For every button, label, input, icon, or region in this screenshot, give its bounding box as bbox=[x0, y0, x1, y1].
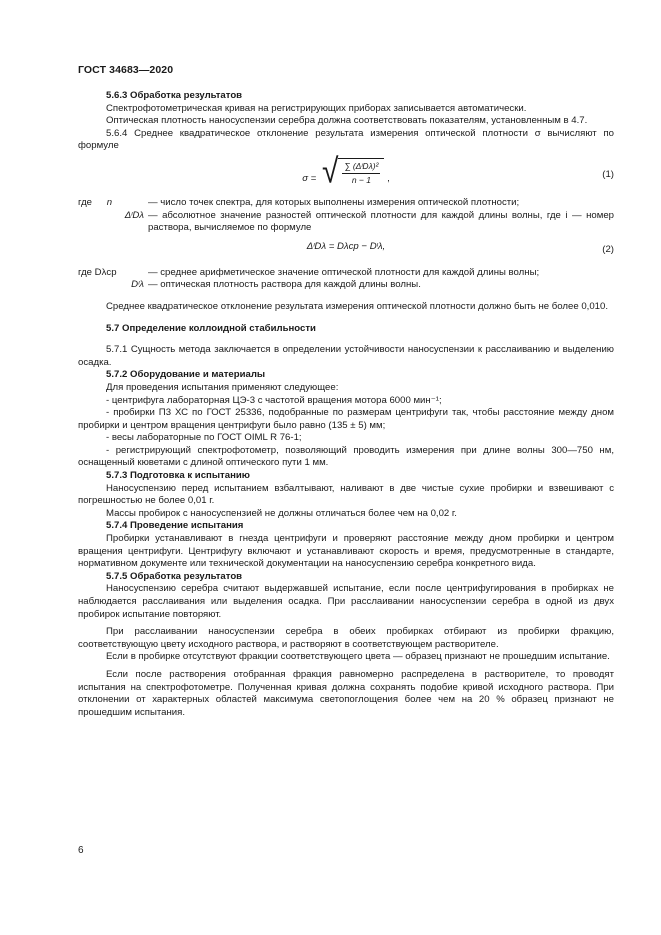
list-item: - регистрирующий спектрофотометр, позволяющий проводить измерения при длине волны 300—750 нм, оснащенный кюветами с длиной оптического пути 1 мм. bbox=[78, 444, 614, 469]
formula-1-lhs: σ = bbox=[302, 172, 317, 184]
paragraph: Пробирки устанавливают в гнезда центрифуги и проверяют расстояние между дном пробирки и центром вращения центрифуги. Центрифугу включают и устанавливают скорость и время, предусмотренные в стандарте, нормативном документе или технической документации на наносуспензию серебра конкретного вида. bbox=[78, 533, 614, 570]
formula-1 bbox=[78, 152, 614, 195]
paragraph: Оптическая плотность наносуспензии серебра должна соответствовать показателям, установленным в 4.7. bbox=[106, 115, 588, 127]
definitions-2 bbox=[78, 267, 614, 292]
paragraph: Среднее квадратическое отклонение результата измерения оптической плотности должно быть не более 0,010. bbox=[106, 300, 609, 312]
definition-delta-d: — абсолютное значение разностей оптической плотности для каждой длины волны, где i — номер раствора, вычисляемое по формуле bbox=[148, 209, 614, 234]
list-item: - пробирки П3 ХС по ГОСТ 25336, подобранные по размерам центрифуги так, чтобы расстояние между дном пробирки и центром вращения центрифуги было равно (135 ± 5) мм; bbox=[78, 407, 614, 431]
list-item: - центрифуга лабораторная ЦЭ-3 с частотой вращения мотора 6000 мин⁻¹; bbox=[106, 394, 442, 406]
formula-1-numerator: ∑ (ΔᶦDλ)² bbox=[342, 161, 380, 174]
paragraph: Если в пробирке отсутствуют фракции соответствующего цвета — образец признают не прошедшим испытание. bbox=[106, 651, 610, 663]
formula-1-denominator: n − 1 bbox=[351, 174, 371, 185]
formula-2 bbox=[78, 241, 614, 261]
document-body bbox=[78, 90, 614, 719]
sqrt-symbol: √ bbox=[321, 152, 339, 191]
definition-n: — число точек спектра, для которых выполнены измерения оптической плотности; bbox=[148, 196, 520, 208]
symbol-delta-d: ΔᶦDλ bbox=[124, 209, 144, 221]
section-5-7-5-heading: 5.7.5 Обработка результатов bbox=[106, 570, 243, 582]
formula-2-expression: ΔᶦDλ = Dλср − Dᶦλ, bbox=[306, 240, 386, 252]
paragraph: 5.7.1 Сущность метода заключается в определении устойчивости наносуспензии к расслаиванию и выделению осадка. bbox=[78, 344, 614, 368]
formula-1-tail: , bbox=[387, 172, 390, 184]
page-number: 6 bbox=[78, 845, 84, 856]
definition-d-cp: — среднее арифметическое значение оптической плотности для каждой длины волны; bbox=[148, 266, 540, 278]
paragraph: Наносуспензию серебра считают выдержавшей испытание, если после центрифугирования в пробирках не наблюдается расслаивания или выделения осадка. При расслаивании наносуспензии серебра в одной из двух пробирок испытание повторяют. bbox=[78, 583, 614, 620]
section-5-7-heading: 5.7 Определение коллоидной стабильности bbox=[106, 322, 316, 334]
standard-header: ГОСТ 34683—2020 bbox=[78, 64, 174, 76]
paragraph: Спектрофотометрическая кривая на регистрирующих приборах записывается автоматически. bbox=[106, 102, 527, 114]
section-5-7-2-heading: 5.7.2 Оборудование и материалы bbox=[106, 369, 266, 381]
formula-2-number: (2) bbox=[602, 243, 614, 255]
paragraph: При расслаивании наносуспензии серебра в обеих пробирках отбирают из пробирки фракцию, соответствующую цвету исходного раствора, и растворяют в соответствующем растворителе. bbox=[78, 626, 614, 650]
paragraph: Если после растворения отобранная фракция равномерно распределена в растворителе, то проводят испытания на спектрофотометре. Полученная кривая должна сохранять подобие кривой исходного раствора. При отклонении от характерных областей максимума светопоглощения более чем на 20 % образец признают не прошедшим испытания. bbox=[78, 668, 614, 718]
section-5-7-4-heading: 5.7.4 Проведение испытания bbox=[106, 520, 244, 532]
section-5-6-3-heading: 5.6.3 Обработка результатов bbox=[106, 90, 243, 101]
paragraph: Для проведения испытания применяют следующее: bbox=[106, 381, 339, 393]
paragraph: Массы пробирок с наносуспензией не должны отличаться более чем на 0,02 г. bbox=[106, 507, 457, 519]
symbol-n: n bbox=[106, 196, 113, 208]
list-item: - весы лабораторные по ГОСТ OIML R 76-1; bbox=[106, 432, 302, 444]
formula-1-number: (1) bbox=[602, 168, 614, 180]
symbol-d-i: Dᶦλ bbox=[131, 279, 144, 291]
paragraph: Наносуспензию перед испытанием взбалтывают, наливают в две чистые сухие пробирки и взвешивают с погрешностью не более 0,01 г. bbox=[78, 482, 614, 507]
section-5-7-3-heading: 5.7.3 Подготовка к испытанию bbox=[106, 470, 250, 482]
symbol-d-cp: где Dλср bbox=[78, 266, 117, 278]
definition-d-i: — оптическая плотность раствора для каждой длины волны. bbox=[148, 279, 421, 291]
sqrt-expression bbox=[319, 152, 384, 191]
definitions-1 bbox=[78, 197, 614, 235]
where-word: где bbox=[78, 196, 93, 208]
paragraph: 5.6.4 Среднее квадратическое отклонение результата измерения оптической плотности σ вычисляют по формуле bbox=[78, 127, 614, 152]
